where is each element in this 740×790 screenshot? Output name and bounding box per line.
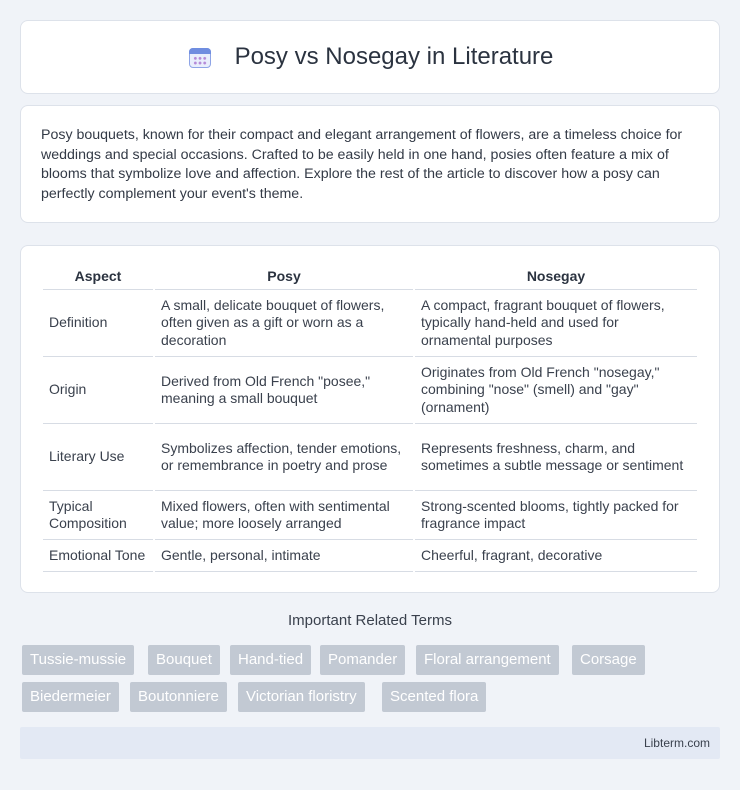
tag-tussie-mussie[interactable]: Tussie-mussie [22,645,134,675]
cell-aspect: Definition [43,290,153,357]
cell-posy: Mixed flowers, often with sentimental value; more loosely arranged [155,491,413,540]
tag-floral-arrangement[interactable]: Floral arrangement [416,645,559,675]
header-card [20,20,720,94]
tag-victorian-floristry[interactable]: Victorian floristry [238,682,365,712]
calendar-icon [187,44,213,70]
tag-bouquet[interactable]: Bouquet [148,645,220,675]
tag-boutonniere[interactable]: Boutonniere [130,682,227,712]
cell-aspect: Origin [43,357,153,424]
cell-posy: Gentle, personal, intimate [155,540,413,572]
table-header-row [43,264,697,290]
cell-aspect: Emotional Tone [43,540,153,572]
cell-aspect: Literary Use [43,424,153,491]
header-nosegay: Nosegay [415,264,697,290]
cell-posy: A small, delicate bouquet of flowers, often given as a gift or worn as a decoration [155,290,413,357]
title-wrap [187,43,554,71]
table-row [43,424,697,491]
header-posy: Posy [155,264,413,290]
footer [20,727,720,759]
table-row [43,357,697,424]
cell-posy: Derived from Old French "posee," meaning a small bouquet [155,357,413,424]
related-terms-title: Important Related Terms [288,612,452,629]
table-row [43,491,697,540]
table-row [43,290,697,357]
tag-hand-tied[interactable]: Hand-tied [230,645,311,675]
tag-corsage[interactable]: Corsage [572,645,645,675]
cell-nosegay: A compact, fragrant bouquet of flowers, typically hand-held and used for ornamental purposes [415,290,697,357]
comparison-table [41,264,699,572]
page-title: Posy vs Nosegay in Literature [234,43,554,70]
footer-site-link[interactable]: Libterm.com [643,736,710,750]
cell-aspect: Typical Composition [43,491,153,540]
cell-posy: Symbolizes affection, tender emotions, or remembrance in poetry and prose [155,424,413,491]
cell-nosegay: Strong-scented blooms, tightly packed for fragrance impact [415,491,697,540]
table-row [43,540,697,572]
comparison-table-card [20,245,720,593]
tag-pomander[interactable]: Pomander [320,645,405,675]
intro-text: Posy bouquets, known for their compact and elegant arrangement of flowers, are a timeless choice for weddings and special occasions. Crafted to be easily held in one hand, posies often feature a mix of blooms that symbolize love and affection. Explore the rest of the article to discover how a posy can perfectly complement your event's theme. [41,127,683,202]
tag-biedermeier[interactable]: Biedermeier [22,682,119,712]
cell-nosegay: Represents freshness, charm, and sometimes a subtle message or sentiment [415,424,697,491]
cell-nosegay: Cheerful, fragrant, decorative [415,540,697,572]
header-aspect: Aspect [43,264,153,290]
intro-card [20,105,720,223]
tag-scented-flora[interactable]: Scented flora [382,682,486,712]
cell-nosegay: Originates from Old French "nosegay," combining "nose" (smell) and "gay" (ornament) [415,357,697,424]
